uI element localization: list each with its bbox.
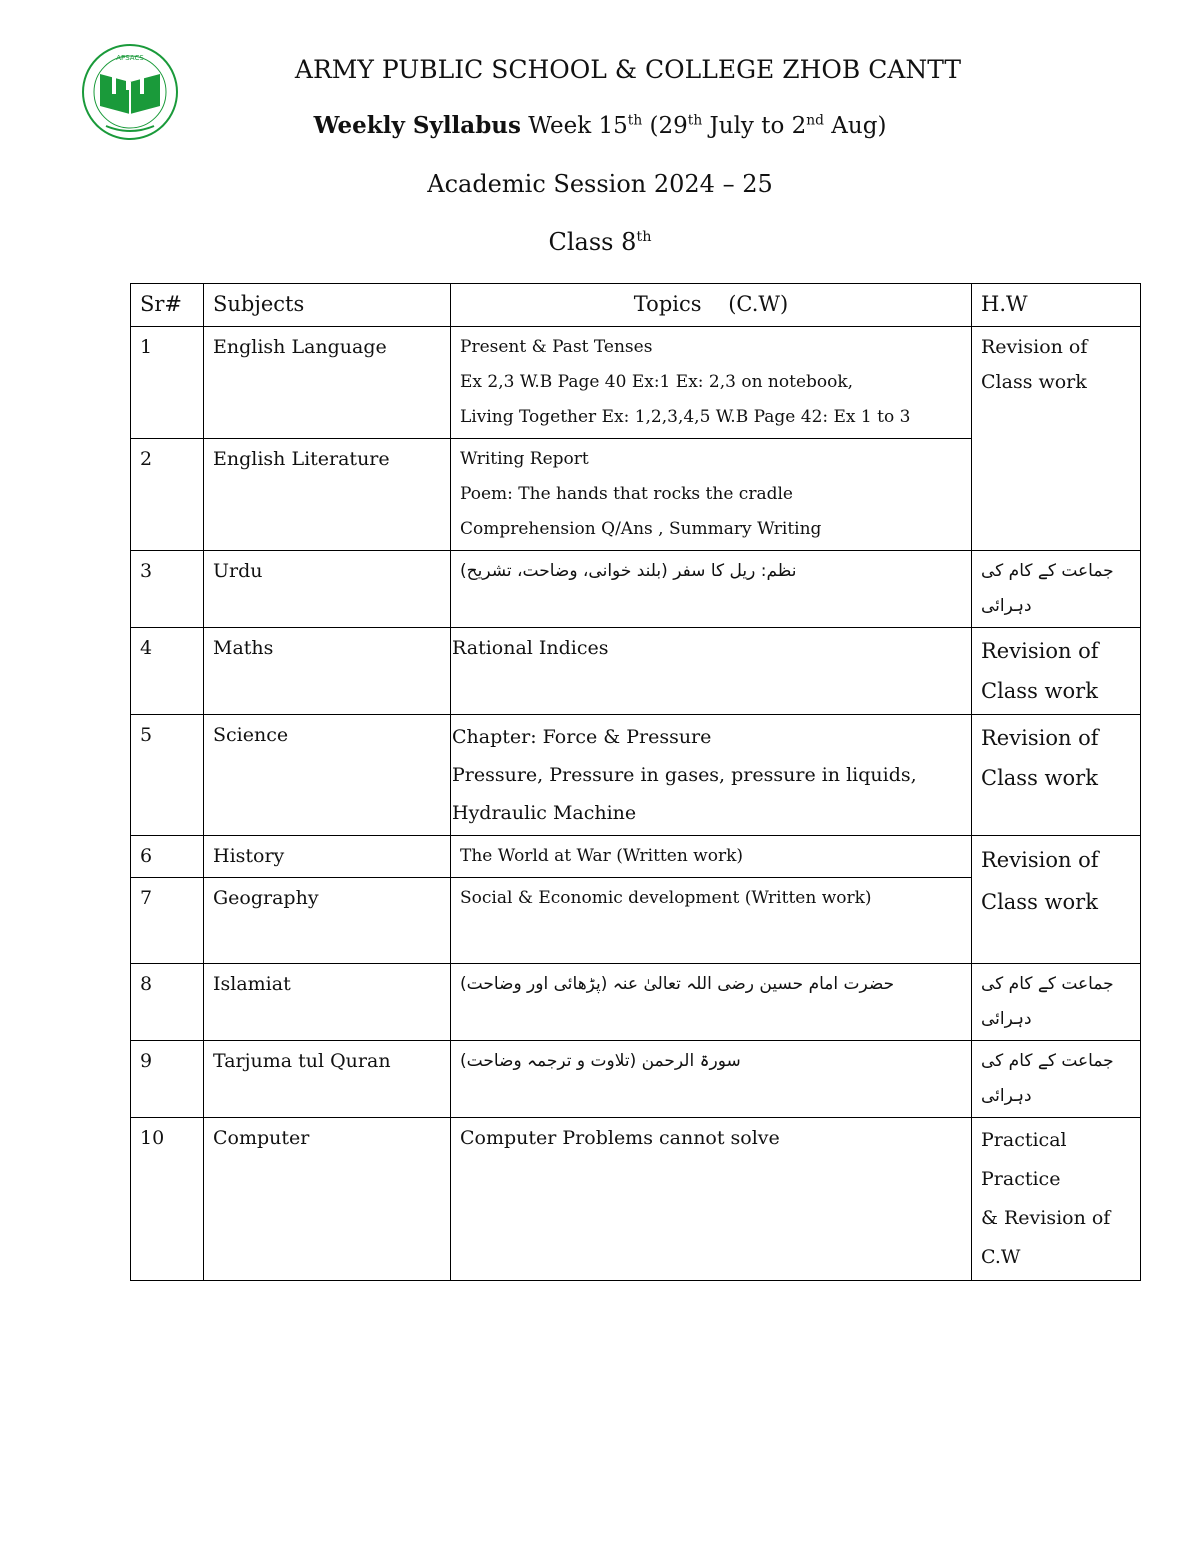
header-hw: H.W: [972, 284, 1141, 327]
table-row: 6 History The World at War (Written work) Revision of Class work: [131, 836, 1141, 878]
header-sr: Sr#: [131, 284, 204, 327]
hw-cell: Revision of Class work: [972, 327, 1141, 551]
table-row: 9 Tarjuma tul Quran سورۃ الرحمن (تلاوت و ترجمہ وضاحت) جماعت کے کام کی دہرائی: [131, 1041, 1141, 1118]
table-row: 4 Maths Rational Indices Revision of Class work: [131, 628, 1141, 715]
header-subjects: Subjects: [204, 284, 451, 327]
table-row: 3 Urdu نظم: ریل کا سفر (بلند خوانی، وضاحت، تشریح) جماعت کے کام کی دہرائی: [131, 551, 1141, 628]
table-row: 5 Science Chapter: Force & Pressure Pressure, Pressure in gases, pressure in liquids, Hydraulic Machine Revision of Class work: [131, 715, 1141, 836]
table-row: 7 Geography Social & Economic development (Written work): [131, 878, 1141, 964]
svg-text:APSACS: APSACS: [116, 54, 144, 62]
table-header-row: [131, 284, 1141, 327]
table-row: 8 Islamiat حضرت امام حسین رضی اللہ تعالیٰ عنہ (پڑھائی اور وضاحت) جماعت کے کام کی دہرائی: [131, 964, 1141, 1041]
table-row: 10 Computer Computer Problems cannot solve Practical Practice & Revision of C.W: [131, 1118, 1141, 1281]
weekly-syllabus-line: Weekly Syllabus Week 15th (29th July to 2nd Aug): [313, 112, 887, 139]
class-title: Class 8th: [548, 228, 652, 256]
syllabus-table: [130, 283, 1141, 1281]
weekly-syllabus-label: Weekly Syllabus: [313, 112, 521, 139]
academic-session: Academic Session 2024 – 25: [427, 170, 773, 198]
hw-cell: Revision of Class work: [972, 836, 1141, 964]
school-name: ARMY PUBLIC SCHOOL & COLLEGE ZHOB CANTT: [294, 55, 962, 84]
table-row: 2 English Literature Writing Report Poem: The hands that rocks the cradle Comprehension Q/Ans , Summary Writing: [131, 439, 1141, 551]
table-row: 1 English Language Present & Past Tenses Ex 2,3 W.B Page 40 Ex:1 Ex: 2,3 on notebook, Living Together Ex: 1,2,3,4,5 W.B Page 42: Ex 1 to 3 Revision of Class work: [131, 327, 1141, 439]
header-topics: Topics (C.W): [451, 284, 972, 327]
